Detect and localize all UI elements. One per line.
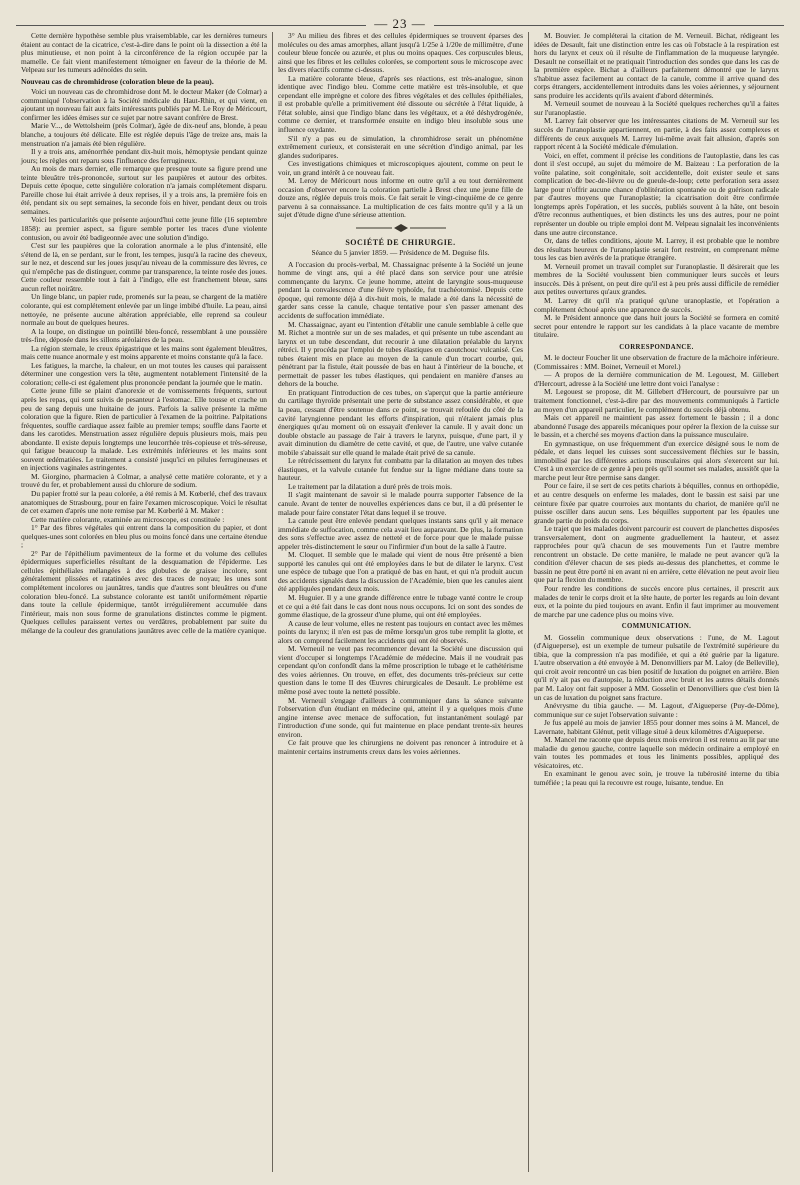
paragraph: Pour rendre les conditions de succès encore plus certaines, il prescrit aux malades de tenir le corps droit et la tête haute, de porter les regards au loin devant eux, et la pointe du pied toujours en avant. Enfin il faut imprimer au mouvement de marche par une cadence plus ou moins vive.: [534, 584, 779, 619]
column-right: [528, 32, 784, 1172]
paragraph: Il y a trois ans, aménorrhée pendant dix-huit mois, hémoptysie pendant quinze jours; les règles ont reparu sous l'influence des ferrugineux.: [21, 147, 267, 165]
paragraph: Cette dernière hypothèse semble plus vraisemblable, car les dernières tumeurs étaient au contact de la cicatrice, c'est-à-dire dans le point où la dissection a été la plus minutieuse, et non point à la circonférence de la région occupée par la mamelle. Ce fait vient manifestement témoigner en faveur de la théorie de M. Velpeau sur les tumeurs adénoïdes du sein.: [21, 32, 267, 75]
paragraph: S'il n'y a pas eu de simulation, la chromhidrose serait un phénomène extrêmement curieux, et consisterait en une sécrétion d'indigo animal, par les glandes sudoripares.: [278, 133, 523, 160]
ornament-divider: [278, 224, 523, 235]
paragraph: En pratiquant l'introduction de ces tubes, on s'aperçut que la partie antérieure du cartilage thyroïde présentait une perte de substance assez considérable, et que la peau, cessant d'être soutenue dans ce point, se trouvait refoulée du côté de la cavité laryngienne pendant les efforts d'inspiration, qui n'étaient jamais plus énergiques qu'au moment où on essayait d'enlever la canule. Il y avait donc un double obstacle au passage de l'air à travers le larynx, puisque, d'une part, il y avait diminution du diamètre de cette cavité, et que, de l'autre, une valve cutanée mobile s'abaissait sur elle quand le malade était privé de sa canule.: [278, 387, 523, 457]
paragraph: — A propos de la dernière communication de M. Legouest, M. Gillebert d'Hercourt, adresse à la Société une lettre dont voici l'analyse :: [534, 370, 779, 388]
paragraph: Au mois de mars dernier, elle remarque que presque toute sa figure prend une teinte bleuâtre très-prononcée, surtout sur les paupières et autour des orbites. Depuis cette époque, cette singulière coloration n'a jamais complétement disparu. Pareille chose lui était arrivée à deux reprises, il y a trois ans, la première fois en été, pendant six ou sept semaines, la seconde fois en hiver, pendant deux ou trois semaines.: [21, 164, 267, 216]
seance-line: Séance du 5 janvier 1859. — Présidence de M. Deguise fils.: [311, 248, 490, 258]
paragraph: En examinant le genou avec soin, je trouve la tubérosité interne du tibia tuméfiée ; la peau qui la recouvre est rouge, luisante, tendue. En: [534, 769, 779, 788]
paragraph: 1° Par des fibres végétales qui entrent dans la composition du papier, et dont quelques-unes sont colorées en bleu plus ou moins foncé dans une certaine étendue ;: [21, 523, 267, 550]
paragraph: 2° Par de l'épithélium pavimenteux de la forme et du volume des cellules épidermiques superficielles résultant de la desquamation de l'épiderme. Les cellules épithéliales mélangées à des globules de graisse incolore, sont généralement plissées et ratatinées avec des traces de noyau; les unes sont complétement incolores ou jaunâtres, tandis que d'autres sont bleuâtres ou d'une coloration bleu-foncé. La substance colorante est tantôt uniformément répartie dans toute la cellule épidermique, tantôt irrégulièrement accumulée dans l'intérieur, mais non sous forme de granulations distinctes comme le pigment. Quelques cellules paraissent vertes ou verdâtres, probablement par suite du mélange de la couleur des granulations jaunâtres avec celle de la matière cyanique.: [21, 548, 267, 635]
paragraph: Or, dans de telles conditions, ajoute M. Larrey, il est probable que le nombre des résultats heureux de l'uranoplastie serait fort restreint, en comprenant même tous les cas bien avérés de la pratique étrangère.: [534, 236, 779, 263]
paragraph: Voici, en effet, comment il précise les conditions de l'autoplastie, dans les cas dont il s'est occupé, au sujet du mémoire de M. Baizeau : La perforation de la voûte palatine, soit congénitale, soit accidentelle, doit exister seule et sans complication de bec-de-lièvre ou de gueule-de-loup; cette perforation sera assez large pour n'offrir aucune chance d'oblitération spontanée ou de guérison radicale par d'autres moyens que l'uranoplastie; la cicatrisation doit être confirmée longtemps après l'opération, et les succès, publiés souvent à la hâte, ont besoin d'être reconnus authentiques, et bien distincts les uns des autres, pour ne point représenter un double ou triple emploi dont M. Velpeau signalait les inconvénients dans une autre circonstance.: [534, 150, 779, 237]
paragraph: La canule peut être enlevée pendant quelques instants sans qu'il y ait menace immédiate de suffocation, comme cela avait lieu auparavant. De plus, la formation des sons s'effectue avec assez de netteté et de force pour que le malade puisse appeler très-distinctement le sœur ou l'infirmier d'un bout de la salle à l'autre.: [278, 516, 523, 551]
paragraph: Le rétrécissement du larynx fut combattu par la dilatation au moyen des tubes élastiques, et la valvule cutanée fut fendue sur la ligne médiane dans toute sa hauteur.: [278, 456, 523, 483]
paragraph: A l'occasion du procès-verbal, M. Chassaignac présente à la Société un jeune homme de vingt ans, qui a été placé dans son service pour une atrésie commençante du larynx. Ce jeune homme, atteint de laryngite sous-muqueuse pendant la convalescence d'une fièvre typhoïde, fut trachéotomisé. Depuis cette époque, qui remonte déjà à dix-huit mois, le malade a été dans la nécessité de garder sans cesse la canule, chaque tentative pour s'en passer amenant des accidents de suffocation immédiate.: [278, 259, 523, 320]
paragraph: A cause de leur volume, elles ne restent pas toujours en contact avec les mêmes points du larynx; il n'en est pas de même lorsqu'un gros tube remplit la glotte, et alors on comprend facilement les accidents qui ont été observés.: [278, 618, 523, 645]
paragraph: Ces investigations chimiques et microscopiques ajoutent, comme on peut le voir, un grand intérêt à ce nouveau fait.: [278, 159, 523, 177]
paragraph: La matière colorante bleue, d'après ses réactions, est très-analogue, sinon identique avec l'indigo bleu. Comme cette matière est très-insoluble, et que cependant elle imprègne et colore des fibres végétales et des cellules épithéliales, il est probable qu'elle a primitivement été dissoute ou sécrétée à l'état liquide, à l'état soluble, ainsi que l'indigo blanc dans les végétaux, et a été déshydrogénée, comme ce dernier, et transformée ensuite en indigo bleu insoluble sous une influence oxydante.: [278, 73, 523, 135]
paragraph: M. Larrey dit qu'il n'a pratiqué qu'une uranoplastie, et l'opération a complétement échoué après une apparence de succès.: [534, 295, 779, 314]
paragraph: La région sternale, le creux épigastrique et les mains sont également bleuâtres, mais cette nuance anormale y est moins apparente et moins constante qu'à la face.: [21, 343, 267, 362]
paragraph: Le traitement par la dilatation a duré près de trois mois.: [288, 481, 452, 491]
paragraph: M. Verneuil soumet de nouveau à la Société quelques recherches qu'il a faites sur l'uranoplastie.: [534, 99, 779, 117]
paragraph: Du papier frotté sur la peau colorée, a été remis à M. Kœberlé, chef des travaux anatomiques de Strasbourg, pour en faire l'examen microscopique. Voici le résultat de cet examen d'après une note remise par M. Kœberlé à M. Maker :: [21, 488, 267, 516]
paragraph: Les fatigues, la marche, la chaleur, en un mot toutes les causes qui paraissent déterminer une congestion vers la tête, augmentent notablement l'intensité de la coloration; celle-ci est également plus prononcée pendant la journée que le matin.: [21, 360, 267, 387]
paragraph: Ce fait prouve que les chirurgiens ne doivent pas renoncer à introduire et à maintenir certains instruments creux dans les voies aériennes.: [278, 738, 523, 756]
paragraph: M. Verneuil s'engage d'ailleurs à communiquer dans la séance suivante l'observation d'un étudiant en médecine qui, atteint il y a quelques mois d'une angine intense avec menace de suffocation, fut instantanément soulagé par l'introduction d'une sonde, qui fut maintenue en place pendant trente-six heures environ.: [278, 695, 523, 739]
paragraph: M. Gosselin communique deux observations : l'une, de M. Lagout (d'Aigueperse), est un exemple de tumeur pulsatile de l'extrémité supérieure du tibia, que la compression n'a pas modifiée, et qui a été guérie par la ligature. L'autre observation a été envoyée à M. Denonvilliers par M. Laloy (de Belleville), qui croit avoir rencontré un cas bien positif de luxation du poignet en arrière. Bien qu'il n'y ait pas eu d'autopsie, la réduction avec bruit et les autres détails donnés par M. Laloy ont fait supposer à MM. Gosselin et Denonvilliers que c'est bien là un cas de luxation du poignet sans fracture.: [534, 632, 779, 702]
paragraph: Anévrysme du tibia gauche. — M. Lagout, d'Aigueperse (Puy-de-Dôme), communique sur ce sujet l'observation suivante :: [534, 701, 779, 719]
section-heading-communication: COMMUNICATION.: [621, 623, 692, 631]
paragraph: Il s'agit maintenant de savoir si le malade pourra supporter l'absence de la canule. Avant de tenter de nouvelles expériences dans ce but, il a dû présenter le malade pour faire constater l'état dans lequel il se trouve.: [278, 490, 523, 517]
paragraph: M. Verneuil promet un travail complet sur l'uranoplastie. Il désirerait que les membres de la Société voulussent bien communiquer leurs succès et leurs insuccès. Dès à présent, on peut dire qu'il est à peu près aussi difficile de remédier aux petites ouvertures qu'aux grandes.: [534, 261, 779, 297]
paragraph: M. Larrey fait observer que les intéressantes citations de M. Verneuil sur les succès de l'uranoplastie appartiennent, en partie, à des faits assez complexes et différents de ceux auxquels M. Larrey lui-même avait fait allusion, d'après son rapport récent à la Société médicale d'émulation.: [534, 116, 779, 152]
column-middle: [272, 32, 528, 1172]
paragraph: M. Huguier. Il y a une grande différence entre le tubage vanté contre le croup et ce qui a été fait dans le cas dont nous nous occupons. Ici on sont des sondes de gomme élastique, de la grosseur d'une plume, qui ont été employées.: [278, 593, 523, 620]
paragraph: 3° Au milieu des fibres et des cellules épidermiques se trouvent éparses des molécules ou des amas amorphes, allant jusqu'à 1/25e à 1/20e de millimètre, d'une couleur bleue foncée ou azurée, et plus ou moins opaques. Ces corpuscules bleus, ainsi que les fibres et les cellules colorées, se comportent sous le microscope avec les divers réactifs comme ci-dessus.: [278, 32, 523, 75]
paragraph: A la loupe, on distingue un pointillé bleu-foncé, ressemblant à une poussière très-fine, déposée dans les sillons aréolaires de la peau.: [21, 326, 267, 345]
column-left: [16, 32, 272, 1172]
paragraph: M. Bouvier. Je compléterai la citation de M. Verneuil. Bichat, rédigeant les idées de Desault, fait une distinction entre les cas où l'obstacle à la respiration est hors du larynx et ceux où il résulte de l'inflammation de la muqueuse laryngée. Desault ne conseillait et ne pratiquait l'introduction des sondes que dans les cas de la première espèce. Bichat a d'ailleurs parfaitement démontré que le larynx s'habitue assez facilement au contact de la canule, comme il arrive quand des corps étrangers, accidentellement introduits dans les voies aériennes, y séjournent sans produire les accidents qu'ils avaient d'abord déterminés.: [534, 32, 779, 100]
paragraph: M. Cloquet. Il semble que le malade qui vient de nous être présenté a bien supporté les canules qui ont été employées dans le but de dilater le larynx. C'est une espèce de tubage que l'on a pratiqué de bas en haut, et qui n'a produit aucun des accidents signalés dans la discussion de l'Académie, bien que les canules aient été appliquées pendant deux mois.: [278, 550, 523, 594]
columns: [16, 32, 784, 1172]
paragraph: M. le docteur Foucher lit une observation de fracture de la mâchoire inférieure. (Commissaires : MM. Boinet, Verneuil et Morel.): [534, 353, 779, 371]
paragraph: Mais cet appareil ne maintient pas assez fortement le bassin ; il a donc abandonné l'usage des appareils mécaniques pour opérer la flexion de la cuisse sur le bassin, et a cherché ses moyens d'action dans la puissance musculaire.: [534, 413, 779, 440]
article-heading-chromhidrose: Nouveau cas de chromhidrose (coloration bleue de la peau).: [21, 76, 214, 86]
paragraph: M. Leroy de Méricourt nous informe en outre qu'il a eu tout dernièrement occasion d'observer encore la coloration partielle à Brest chez une jeune fille de douze ans, réglée depuis trois mois. Ce fait serait le vingt-cinquième de ce genre parvenu à sa connaissance. La multiplication de ces faits montre qu'il y a là un sujet d'étude digne d'une sérieuse attention.: [278, 176, 523, 220]
paragraph: Cette matière colorante, examinée au microscope, est constituée :: [31, 514, 225, 524]
paragraph: Pour ce faire, il se sert de ces petits chariots à béquilles, connus en orthopédie, et au centre desquels on enferme les malades, dont le bassin est saisi par une ceinture fixée par quatre courroies aux montants du chariot, de manière qu'il ne puisse osciller dans aucun sens. Les béquilles supportent par les épaules une grande partie du poids du corps.: [534, 481, 779, 525]
paragraph: Voici les particularités que présente aujourd'hui cette jeune fille (16 septembre 1858): au premier aspect, sa figure semble porter les traces d'une violente contusion, ou avoir été badigeonnée avec une solution d'indigo.: [21, 215, 267, 242]
paragraph: Le trajet que les malades doivent parcourir est couvert de planchettes disposées transversalement, dont on augmente graduellement la hauteur, et assez rapprochées pour qu'à chacun de ses mouvements l'un et l'autre membre rencontrent un obstacle. De cette manière, le malade ne peut avancer qu'à la condition d'élever chacun de ses pieds au-dessus des planchettes, et comme le bassin ne peut être porté ni en avant ni en arrière, cette élévation ne peut avoir lieu que par la flexion du membre.: [534, 524, 779, 585]
paragraph: Voici un nouveau cas de chromhidrose dont M. le docteur Maker (de Colmar) a communiqué l'observation à la Société médicale du Haut-Rhin, et qui vient, en ajoutant un nouveau fait aux faits intéressants publiés par M. Le Roy de Méricourt, confirmer les idées émises sur ce sujet par notre savant confrère de Brest.: [21, 87, 267, 122]
paragraph: Je fus appelé au mois de janvier 1855 pour donner mes soins à M. Mancel, de Lavernate, habitant Glénut, petit village situé à deux kilomètres d'Aigueperse.: [534, 718, 779, 736]
paragraph: M. Verneuil ne veut pas recommencer devant la Société une discussion qui vient d'occuper si longtemps l'Académie de médecine. Mais il ne voudrait pas cependant qu'on confondît dans la même proscription le tubage et le cathétérisme des voies aériennes. On trouve, en effet, des documents très-précieux sur cette question dans le tome II des Œuvres chirurgicales de Desault. Le problème est même posé avec toute la netteté possible.: [278, 644, 523, 697]
page-number: — 23 —: [366, 16, 434, 31]
paragraph: M. Chassaignac, ayant eu l'intention d'établir une canule semblable à celle que M. Richet a montrée sur un de ses malades, et qui présente un tube ascendant au larynx et un tube descendant, dut recourir à une dilatation préalable du larynx rétréci. Il y procéda par l'emploi de tubes élastiques en caoutchouc vulcanisé. Ces tubes étaient mis en place au moyen de la canule d'un trocart courbe, qui, pénétrant par la fistule, était poussée de bas en haut à l'intérieur de la bouche, et permettait de passer les tubes élastiques, qui pendaient en manière d'anses au dehors de la bouche.: [278, 319, 523, 389]
ornament-divider-icon: [356, 224, 446, 232]
section-heading-correspondance: CORRESPONDANCE.: [619, 343, 694, 351]
paragraph: Un linge blanc, un papier rude, promenés sur la peau, se chargent de la matière colorante, qui est complétement enlevée par un linge imbibé d'huile. La peau, ainsi nettoyée, ne présente aucune altération appréciable, elle reprend sa couleur normale au bout de quelques heures.: [21, 292, 267, 328]
paragraph: M. Giorgino, pharmacien à Colmar, a analysé cette matière colorante, et y a trouvé du fer, et probablement aussi du chlorure de sodium.: [21, 471, 267, 490]
page-header: [16, 10, 784, 32]
paragraph: Marie V..., de Wettolsheim (près Colmar), âgée de dix-neuf ans, blonde, à peau blanche, a toujours été délicate. Elle est réglée depuis l'âge de treize ans, mais la menstruation n'a jamais été bien régulière.: [21, 121, 267, 148]
section-heading-societe: SOCIÉTÉ DE CHIRURGIE.: [345, 237, 456, 247]
paragraph: M. Legouest se propose, dit M. Gillebert d'Hercourt, de poursuivre par un traitement fonctionnel, c'est-à-dire par des mouvements communiqués à l'article au moyen d'un appareil particulier, le complément du succès déjà obtenu.: [534, 387, 779, 414]
paragraph: M. le Président annonce que dans huit jours la Société se formera en comité secret pour entendre le rapport sur les candidats à la place vacante de membre titulaire.: [534, 313, 779, 340]
paragraph: C'est sur les paupières que la coloration anormale a le plus d'intensité, elle s'étend de là, en se perdant, sur le front, les tempes, jusqu'à la racine des cheveux, sur le nez, et descend sur les joues jusqu'au niveau de la commissure des lèvres, ce qui n'empêche pas de distinguer, comme par transparence, la teinte rosée des joues. Cette couleur ressemble tout à fait à l'indigo, elle est franchement bleue, sans aucun reflet noirâtre.: [21, 241, 267, 293]
paragraph: Cette jeune fille se plaint d'anorexie et de vomissements fréquents, surtout après les repas, qui sont suivis de pesanteur à l'estomac. Elle tousse et crache un peu de sang depuis une huitaine de jours. Parfois la salive présente la même coloration que la figure. Rien de particulier à l'examen de la poitrine. Palpitations fréquentes, souffle cardiaque assez faible au premier temps; souffle dans l'aorte et dans les carotides. Menstruation assez régulière depuis plusieurs mois, mais peu abondante. Il existe depuis longtemps une leucorrhée très-copieuse et très-séreuse, qui fatigue beaucoup la malade. Les extrémités inférieures et les mains sont souvent œdématiées. Le traitement a consisté jusqu'ici en pilules ferrugineuses et en injections vaginales astringentes.: [21, 386, 267, 473]
paragraph: M. Mancel me raconte que depuis deux mois environ il est retenu au lit par une maladie du genou gauche, contre laquelle son médecin ordinaire a employé en vain toutes les pommades et tous les liniments possibles, appliqué des vésicatoires, etc.: [534, 735, 779, 770]
paragraph: En gymnastique, on use fréquemment d'un exercice désigné sous le nom de pédale, et dans lequel les cuisses sont successivement fléchies sur le bassin, immobilisé par les différentes actions musculaires qui alors s'exercent sur lui. C'est à un exercice de ce genre à peu près qu'il soumet ses malades, aussitôt que la marche peut leur être permise sans danger.: [534, 438, 779, 482]
